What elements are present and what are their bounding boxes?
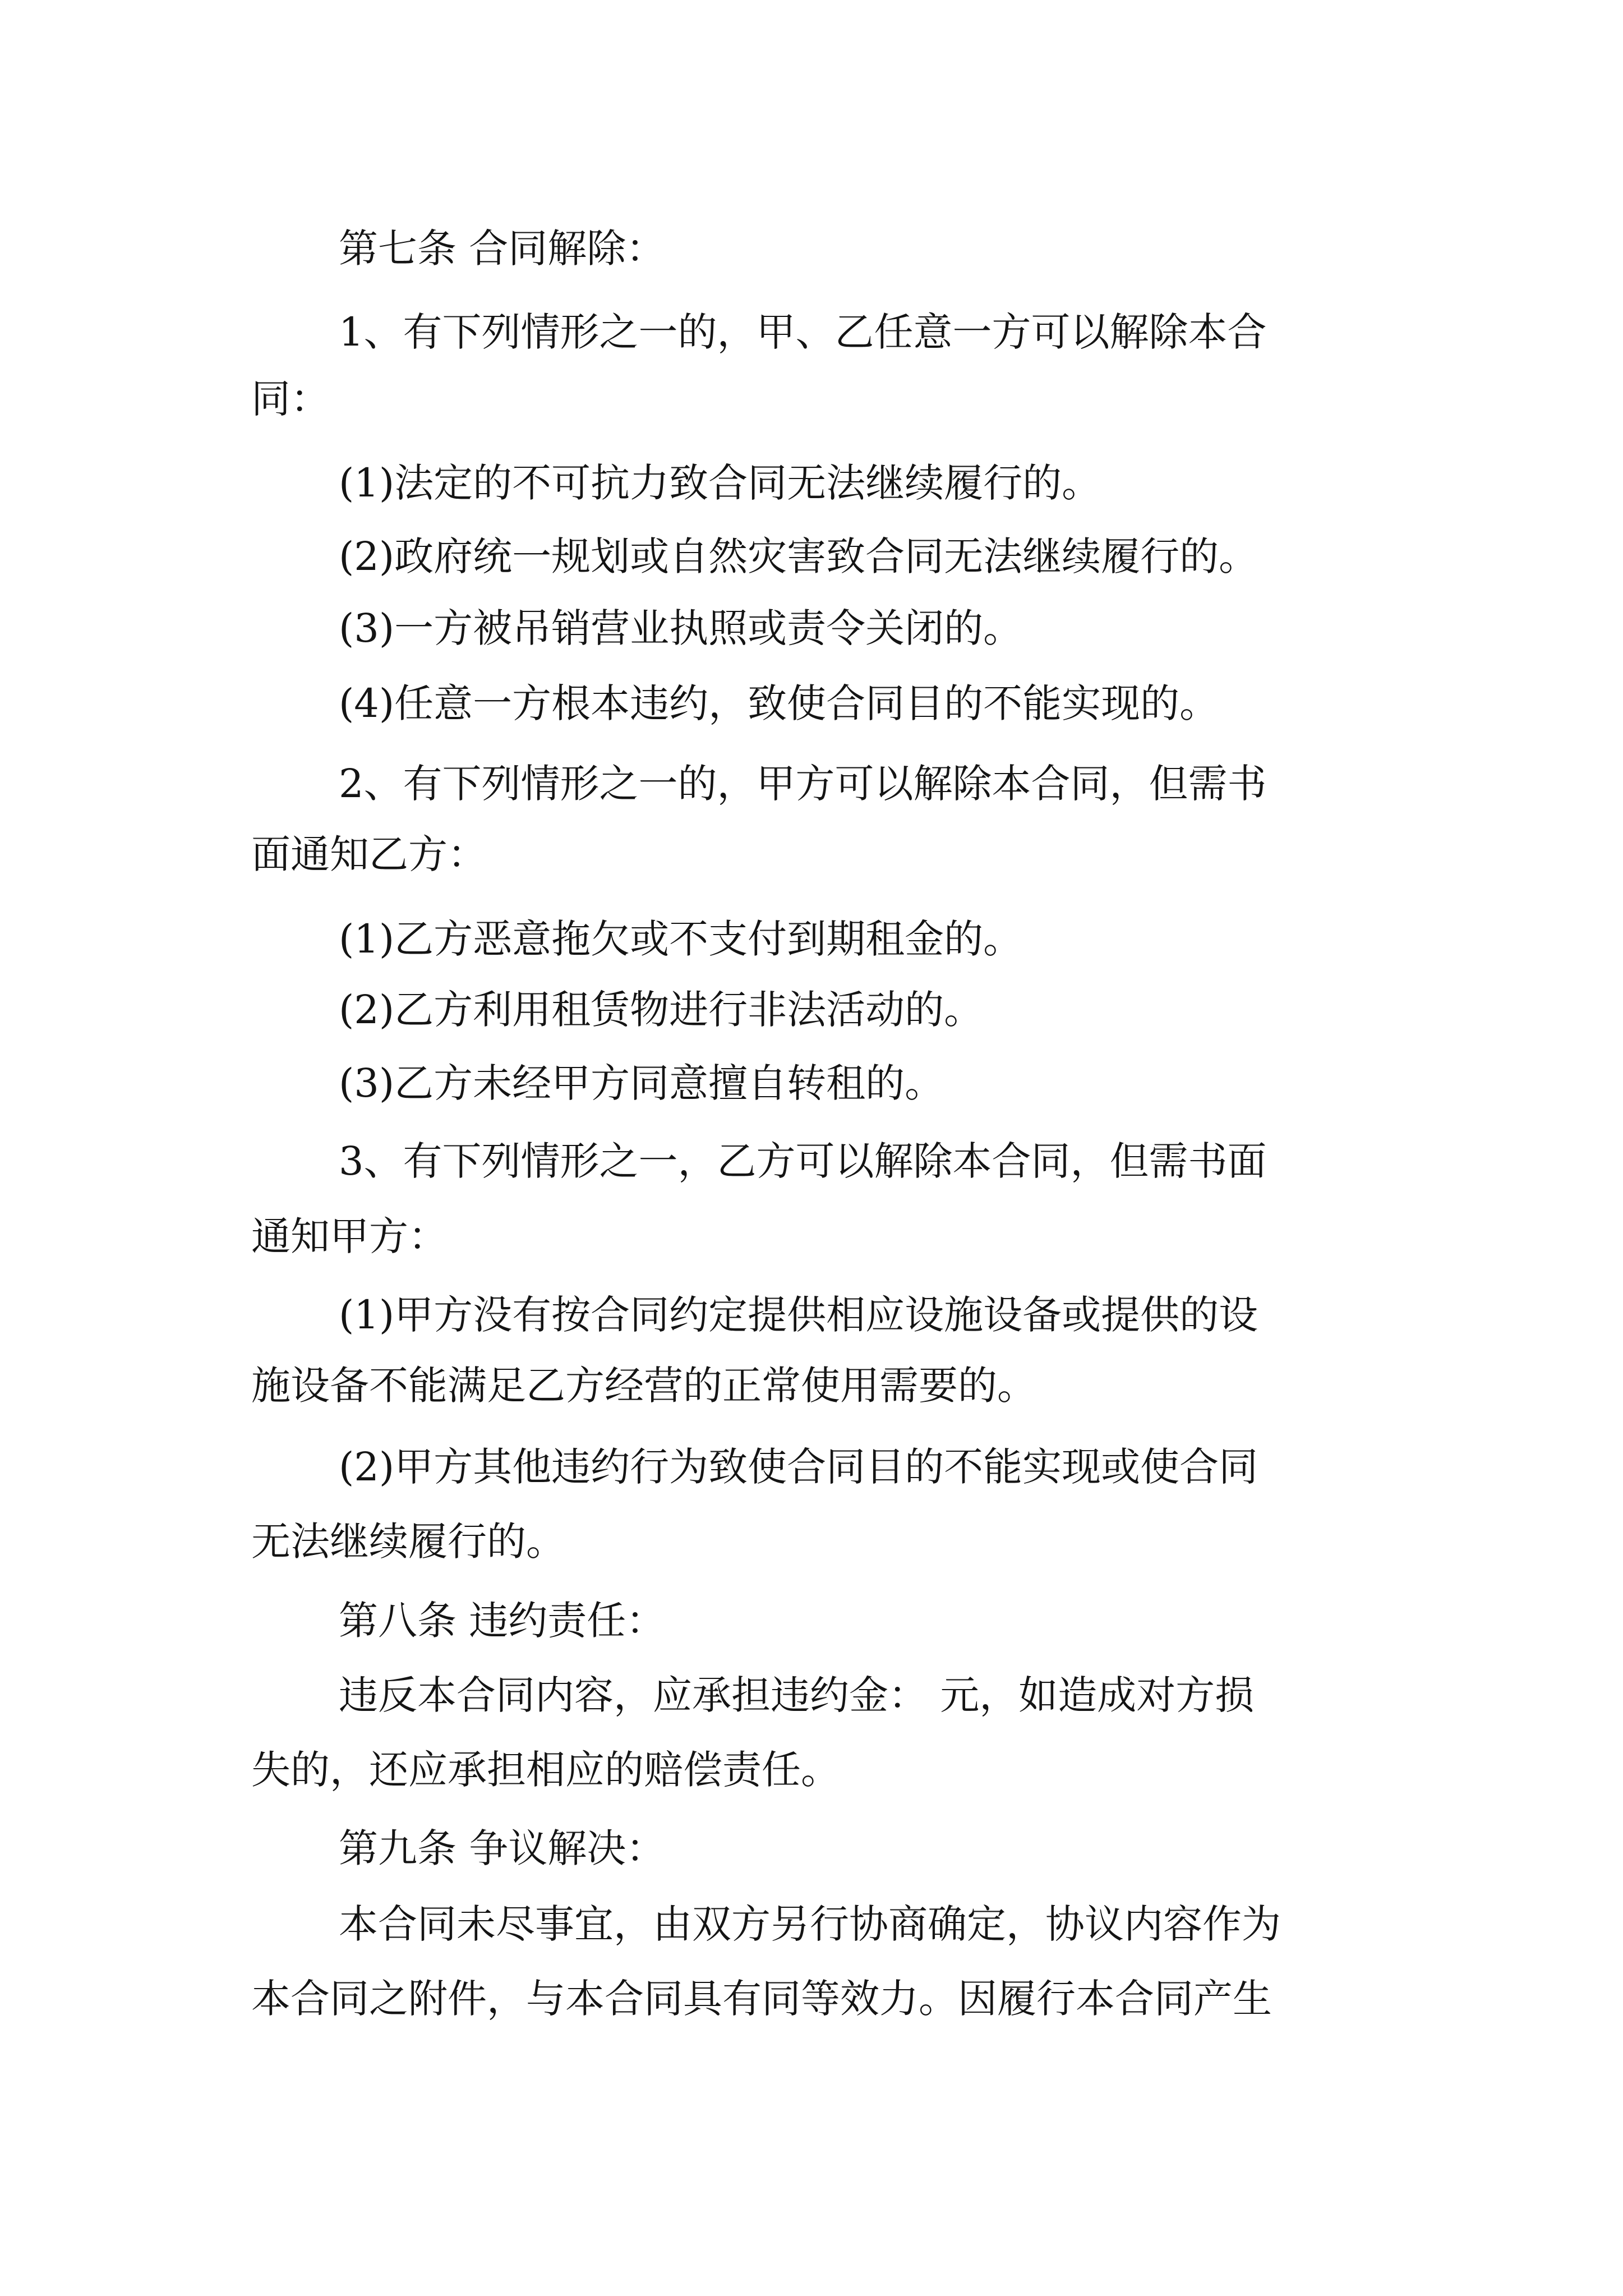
text-line-content: 本合同之附件，与本合同具有同等效力。因履行本合同产生 (251, 1976, 1272, 2022)
text-line (0, 976, 1623, 1043)
text-line-content: 面通知乙方： (251, 831, 487, 877)
text-line-content: 通知甲方： (251, 1213, 448, 1259)
text-line-content: (2)政府统一规划或自然灾害致合同无法继续履行的。 (339, 533, 1258, 579)
text-line (0, 821, 1623, 888)
text-line (0, 1587, 1623, 1654)
text-line (0, 1352, 1623, 1419)
text-line (0, 1508, 1623, 1575)
text-line-content: 1、有下列情形之一的，甲、乙任意一方可以解除本合 (339, 309, 1267, 355)
text-line (0, 750, 1623, 817)
text-line-content: (1)法定的不可抗力致合同无法继续履行的。 (339, 460, 1101, 506)
text-line-content: 无法继续履行的。 (251, 1519, 565, 1565)
text-line-content: 施设备不能满足乙方经营的正常使用需要的。 (251, 1363, 1036, 1409)
text-line (0, 1815, 1623, 1882)
text-line-content: 第八条 违约责任： (339, 1598, 666, 1644)
text-line-content: 同： (251, 376, 330, 422)
text-line (0, 1128, 1623, 1195)
text-line (0, 523, 1623, 590)
text-line-content: (2)乙方利用租赁物进行非法活动的。 (339, 987, 984, 1033)
text-line (0, 1662, 1623, 1729)
text-line (0, 1736, 1623, 1803)
text-line-content: 2、有下列情形之一的，甲方可以解除本合同，但需书 (339, 761, 1267, 807)
text-line-content: 3、有下列情形之一，乙方可以解除本合同，但需书面 (339, 1138, 1267, 1184)
text-line (0, 1050, 1623, 1117)
text-line-content: (3)乙方未经甲方同意擅自转租的。 (339, 1060, 944, 1106)
text-line-content: (4)任意一方根本违约，致使合同目的不能实现的。 (339, 680, 1219, 726)
text-line (0, 670, 1623, 737)
text-line-content: 第九条 争议解决： (339, 1825, 666, 1871)
text-line (0, 1965, 1623, 2032)
text-line-content: (3)一方被吊销营业执照或责令关闭的。 (339, 605, 1023, 651)
text-line (0, 905, 1623, 973)
text-line (0, 1433, 1623, 1501)
text-line (0, 365, 1623, 432)
text-line (0, 1203, 1623, 1270)
text-line-content: (2)甲方其他违约行为致使合同目的不能实现或使合同 (339, 1444, 1258, 1490)
text-line-content: 失的，还应承担相应的赔偿责任。 (251, 1747, 840, 1793)
text-line-content: 违反本合同内容，应承担违约金： 元，如造成对方损 (339, 1672, 1255, 1718)
text-line (0, 1890, 1623, 1958)
text-line (0, 1281, 1623, 1349)
text-line (0, 215, 1623, 282)
text-line (0, 449, 1623, 517)
text-line-content: 第七条 合同解除： (339, 226, 666, 272)
text-line-content: 本合同未尽事宜，由双方另行协商确定，协议内容作为 (339, 1901, 1281, 1947)
text-line-content: (1)乙方恶意拖欠或不支付到期租金的。 (339, 916, 1023, 962)
text-line (0, 298, 1623, 366)
text-line-content: (1)甲方没有按合同约定提供相应设施设备或提供的设 (339, 1292, 1258, 1338)
text-line (0, 595, 1623, 662)
